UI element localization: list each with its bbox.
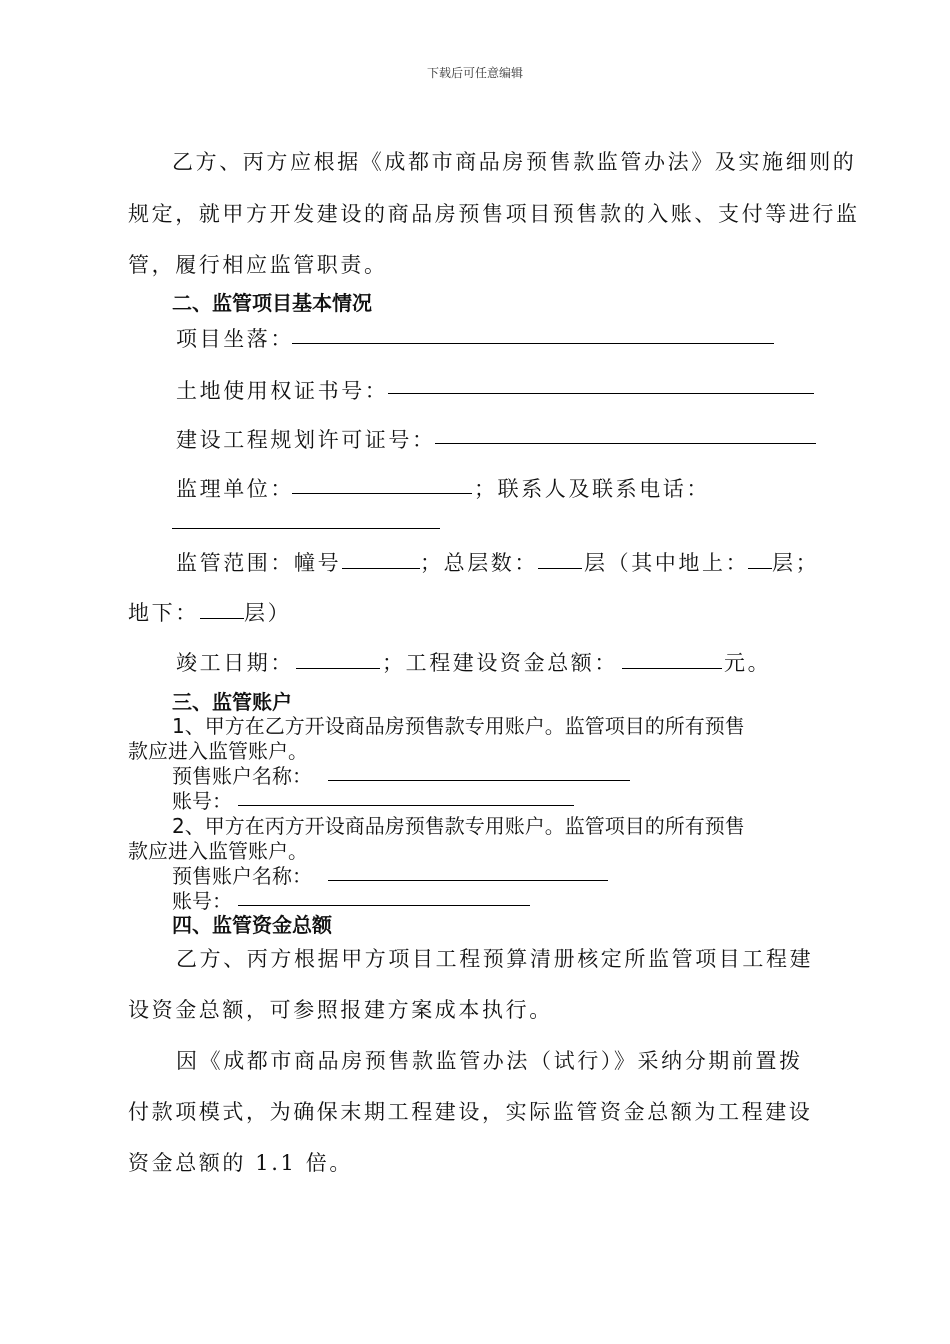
account-2-number-blank [238, 905, 530, 906]
account-2-number-label: 账号： [172, 889, 232, 913]
underground-label: 地下： [128, 601, 199, 625]
intro-line-2: 规定，就甲方开发建设的商品房预售项目预售款的入账、支付等进行监 [128, 202, 860, 226]
intro-line-1: 乙方、丙方应根据《成都市商品房预售款监管办法》及实施细则的 [172, 150, 857, 174]
account-item-2-line-2: 款应进入监管账户。 [128, 839, 308, 863]
supervisor-label: 监理单位： [176, 477, 294, 501]
completion-date-blank [296, 668, 380, 669]
land-cert-blank [388, 393, 814, 394]
account-2-name-label: 预售账户名称： [172, 864, 312, 888]
section-4-para-1-line-1: 乙方、丙方根据甲方项目工程预算清册核定所监管项目工程建 [176, 947, 814, 971]
building-no-blank [342, 568, 420, 569]
above-ground-blank [748, 568, 772, 569]
account-item-1-line-2: 款应进入监管账户。 [128, 739, 308, 763]
section-4-para-1-line-2: 设资金总额，可参照报建方案成本执行。 [128, 998, 553, 1022]
section-3-heading: 三、监管账户 [172, 690, 292, 714]
section-4-para-2-line-2: 付款项模式，为确保末期工程建设，实际监管资金总额为工程建设 [128, 1100, 813, 1124]
account-item-2-line-1: 2、甲方在丙方开设商品房预售款专用账户。监管项目的所有预售 [172, 814, 745, 838]
intro-line-3: 管，履行相应监管职责。 [128, 253, 388, 277]
construction-funds-blank [622, 668, 722, 669]
contact-label: ；联系人及联系电话： [474, 477, 710, 501]
completion-date-label: 竣工日期： [176, 651, 294, 675]
account-1-number-label: 账号： [172, 789, 232, 813]
section-4-para-2-line-3: 资金总额的 1.1 倍。 [128, 1151, 353, 1175]
currency-unit: 元。 [724, 651, 772, 675]
planning-permit-blank [435, 443, 816, 444]
section-4-para-2-line-1: 因《成都市商品房预售款监管办法（试行）》采纳分期前置拨 [176, 1049, 803, 1073]
account-2-name-blank [328, 880, 608, 881]
project-location-label: 项目坐落： [176, 327, 294, 351]
project-location-blank [292, 343, 774, 344]
account-item-1-line-1: 1、甲方在乙方开设商品房预售款专用账户。监管项目的所有预售 [172, 714, 745, 738]
account-1-number-blank [238, 805, 574, 806]
section-2-heading: 二、监管项目基本情况 [172, 291, 372, 315]
section-4-heading: 四、监管资金总额 [172, 913, 332, 937]
page-header-note: 下载后可任意编辑 [426, 66, 523, 80]
account-1-name-blank [328, 780, 630, 781]
planning-permit-label: 建设工程规划许可证号： [176, 428, 436, 452]
underground-close: 层） [244, 601, 292, 625]
supervisor-blank [292, 493, 472, 494]
land-cert-label: 土地使用权证书号： [176, 379, 389, 403]
construction-funds-label: ；工程建设资金总额： [382, 651, 618, 675]
underground-blank [200, 618, 244, 619]
floor-semicolon: 层； [772, 551, 820, 575]
total-floors-label: ；总层数： [420, 551, 538, 575]
contact-blank [172, 528, 440, 529]
above-ground-label: 层（其中地上： [584, 551, 750, 575]
total-floors-blank [538, 568, 582, 569]
scope-label: 监管范围：幢号 [176, 551, 342, 575]
account-1-name-label: 预售账户名称： [172, 764, 312, 788]
